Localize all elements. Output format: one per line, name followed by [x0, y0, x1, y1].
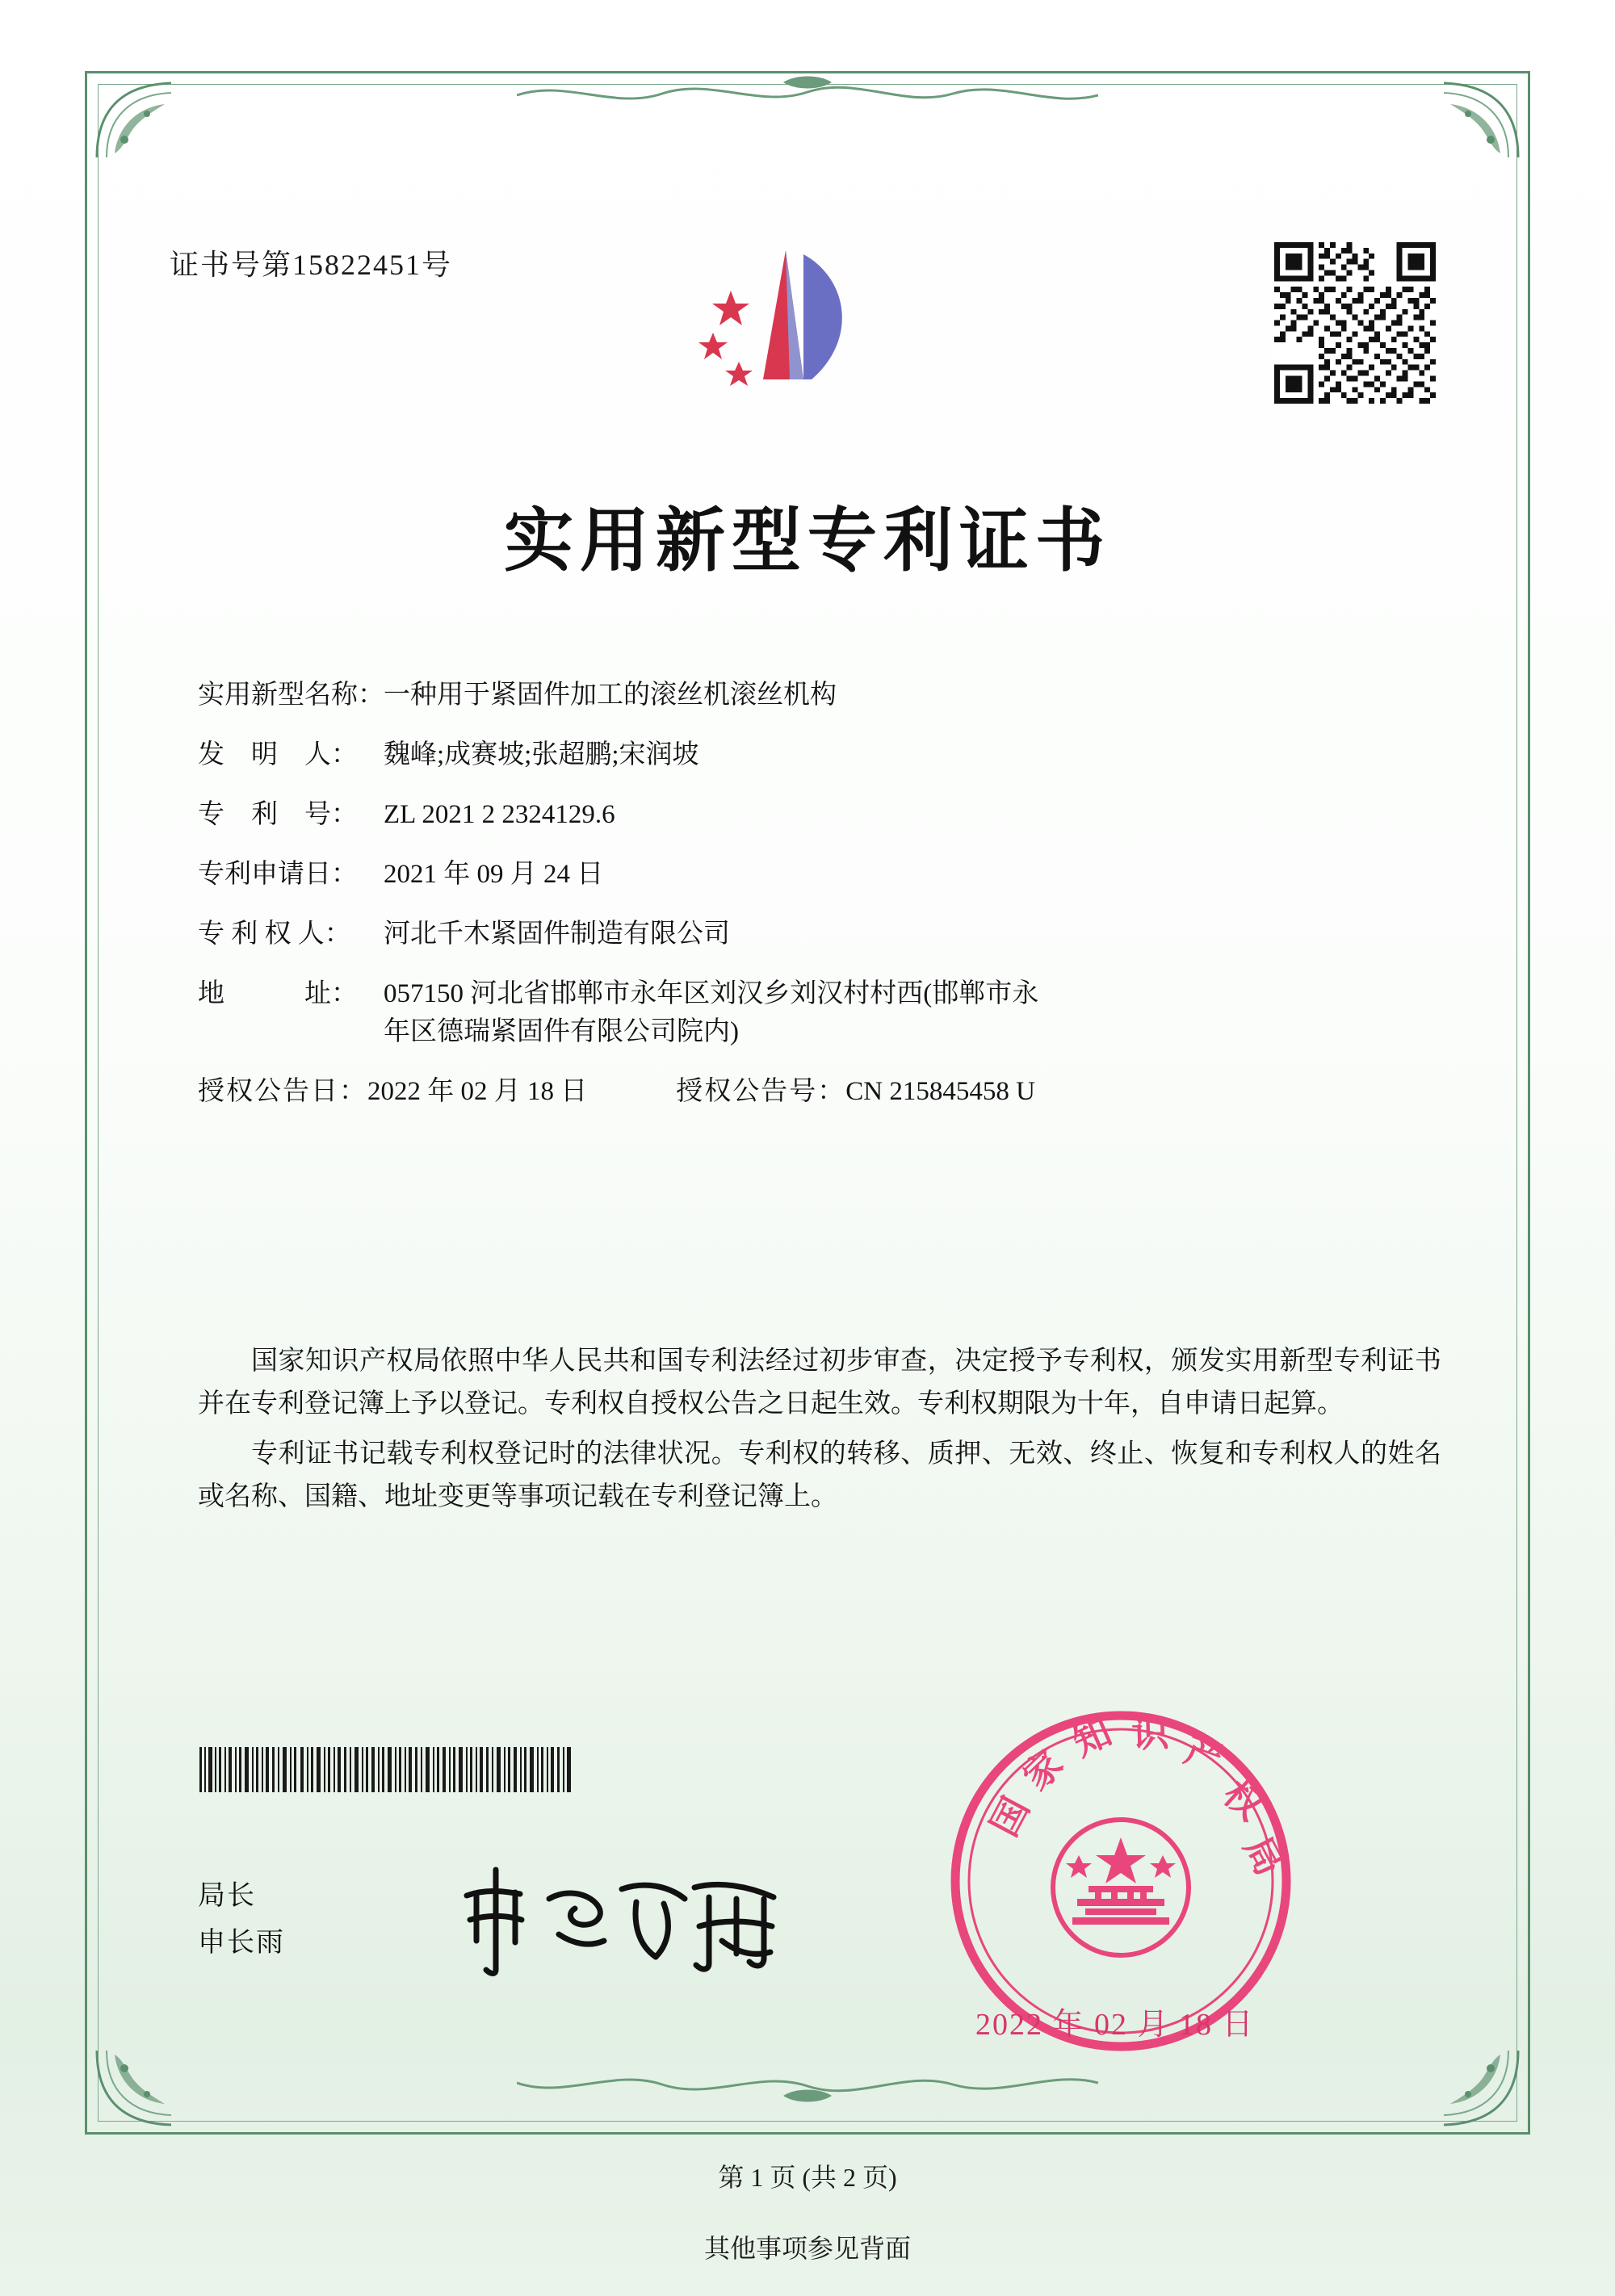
- grant-number-value: CN 215845458 U: [845, 1077, 1035, 1106]
- svg-text:识: 识: [1130, 1712, 1170, 1755]
- page-title: 实用新型专利证书: [504, 502, 1111, 580]
- paragraph-1: 国家知识产权局依照中华人民共和国专利法经过初步审查，决定授予专利权，颁发实用新型专利证书并在专利登记簿上予以登记。专利权自授权公告之日起生效。专利权期限为十年，自申请日起算。: [198, 1347, 1441, 1419]
- field-value-address: [384, 981, 1441, 1045]
- svg-text:国: 国: [983, 1791, 1038, 1843]
- field-row-application-date: [198, 861, 1441, 888]
- director-role-label: 局长: [198, 1881, 256, 1911]
- address-line-1: 057150 河北省邯郸市永年区刘汉乡刘汉村村西(邯郸市永: [384, 979, 1039, 1008]
- field-row-inventors: [198, 742, 1441, 769]
- grant-number-label: 授权公告号：: [676, 1077, 846, 1106]
- field-label: 实用新型名称：: [198, 681, 384, 710]
- certificate-number: 证书号第15822451号: [170, 249, 453, 281]
- svg-text:局: 局: [1236, 1829, 1290, 1883]
- field-value: 2021 年 09 月 24 日: [384, 860, 604, 889]
- cnipa-logo-icon: [682, 242, 892, 420]
- back-side-note: 其他事项参见背面: [703, 2234, 911, 2263]
- field-row-patentee: [198, 921, 1441, 948]
- page-number: 第 1 页 (共 2 页): [718, 2163, 897, 2192]
- field-label: 专 利 号：: [198, 800, 358, 829]
- field-row-patent-number: [198, 802, 1441, 828]
- grant-date-value: 2022 年 02 月 18 日: [367, 1077, 588, 1106]
- legal-text-block: [198, 1340, 1441, 1526]
- seal-date: 2022 年 02 月 18 日: [975, 2008, 1255, 2042]
- svg-text:产: 产: [1179, 1728, 1229, 1781]
- field-value: ZL 2021 2 2324129.6: [384, 800, 615, 829]
- barcode: [198, 1747, 602, 1792]
- field-label: 专 利 权 人：: [198, 920, 351, 949]
- svg-text:权: 权: [1215, 1772, 1271, 1829]
- address-line-2: 年区德瑞紧固件有限公司院内): [384, 1017, 739, 1046]
- field-row-utility-model-name: [198, 682, 1441, 709]
- signature-labels: [198, 1873, 285, 1967]
- grant-date-label: 授权公告日：: [198, 1077, 367, 1106]
- field-row-grant-announcement: [198, 1079, 1441, 1105]
- signature-handwriting-icon: [452, 1857, 799, 1978]
- qr-code: [1274, 242, 1436, 404]
- svg-text:知: 知: [1067, 1711, 1118, 1765]
- field-value: 河北千木紧固件制造有限公司: [384, 920, 730, 949]
- field-label: 发 明 人：: [198, 740, 358, 769]
- field-label: 地 址：: [198, 979, 358, 1008]
- field-value: 一种用于紧固件加工的滚丝机滚丝机构: [384, 681, 837, 710]
- field-label: 专利申请日：: [198, 860, 358, 889]
- paragraph-2: 专利证书记载专利权登记时的法律状况。专利权的转移、质押、无效、终止、恢复和专利权人的姓名或名称、国籍、地址变更等事项记载在专利登记簿上。: [198, 1439, 1441, 1512]
- director-name-label: 申长雨: [198, 1927, 285, 1958]
- field-value: 魏峰;成赛坡;张超鹏;宋润坡: [384, 740, 699, 769]
- svg-text:家: 家: [1015, 1742, 1072, 1799]
- field-row-address: [198, 981, 1441, 1045]
- certificate-fields: [198, 682, 1441, 1136]
